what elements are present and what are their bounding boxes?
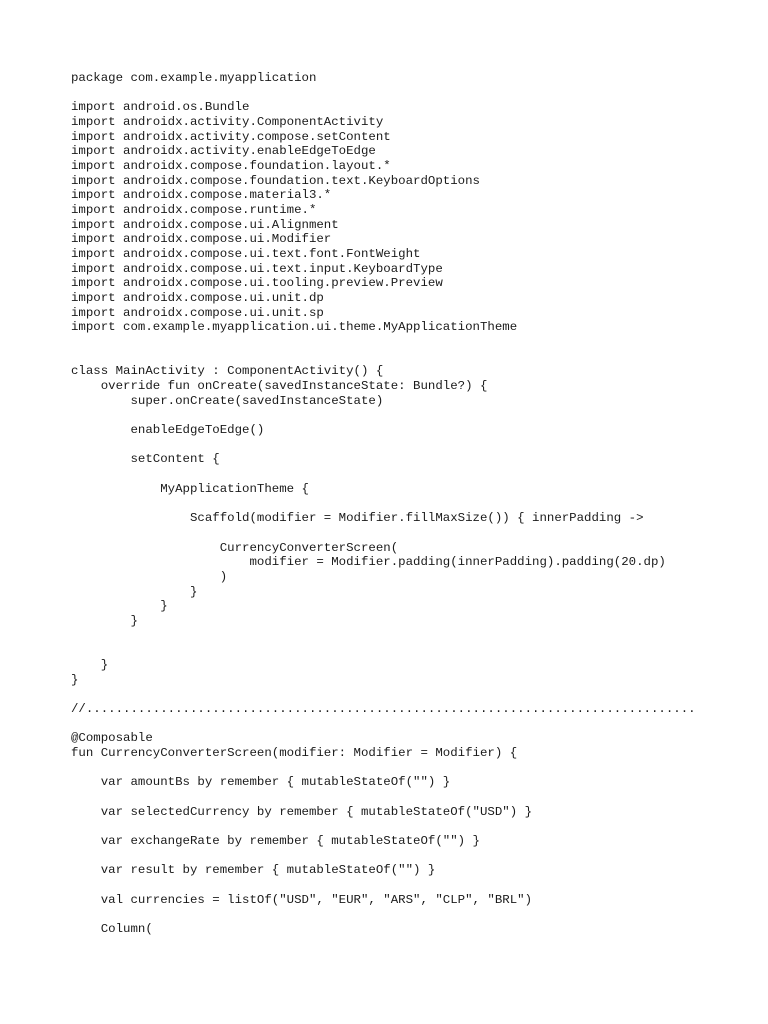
code-line: import androidx.compose.ui.Alignment — [71, 217, 339, 232]
code-line: Column( — [71, 921, 153, 936]
blank-code-line — [71, 790, 751, 805]
code-line: package com.example.myapplication — [71, 71, 317, 85]
code-line: ) — [71, 569, 228, 584]
blank-code-line — [71, 717, 751, 732]
code-line: import androidx.compose.runtime.* — [71, 203, 317, 218]
blank-code-line — [71, 526, 751, 541]
code-line: } — [71, 584, 198, 599]
code-line: var result by remember { mutableStateOf("") } — [71, 863, 436, 878]
code-line: import androidx.compose.material3.* — [71, 188, 332, 203]
code-line: import androidx.compose.ui.text.font.FontWeight — [71, 247, 421, 262]
code-line: super.onCreate(savedInstanceState) — [71, 393, 384, 408]
blank-code-line — [71, 86, 751, 101]
blank-code-line — [71, 761, 751, 776]
blank-code-line — [71, 643, 751, 658]
blank-code-line — [71, 408, 751, 423]
code-line: MyApplicationTheme { — [71, 481, 309, 496]
code-line: import androidx.activity.compose.setContent — [71, 129, 391, 144]
code-line: enableEdgeToEdge() — [71, 423, 265, 438]
code-line: } — [71, 672, 79, 687]
blank-code-line — [71, 687, 751, 702]
code-line: import androidx.activity.enableEdgeToEdge — [71, 144, 376, 159]
code-line: Scaffold(modifier = Modifier.fillMaxSize()) { innerPadding -> — [71, 511, 644, 526]
code-line: import androidx.compose.ui.Modifier — [71, 232, 332, 247]
blank-code-line — [71, 629, 751, 644]
code-line: import androidx.compose.ui.unit.sp — [71, 305, 324, 320]
blank-code-line — [71, 350, 751, 365]
blank-code-line — [71, 467, 751, 482]
code-line: CurrencyConverterScreen( — [71, 540, 399, 555]
blank-code-line — [71, 907, 751, 922]
code-line: import androidx.compose.foundation.layout.* — [71, 159, 391, 174]
code-line: var exchangeRate by remember { mutableStateOf("") } — [71, 833, 480, 848]
code-line: import androidx.compose.ui.tooling.preview.Preview — [71, 276, 443, 291]
code-line: setContent { — [71, 452, 220, 467]
code-line: } — [71, 613, 138, 628]
code-line: import androidx.compose.ui.unit.dp — [71, 291, 324, 306]
code-line: class MainActivity : ComponentActivity() { — [71, 364, 384, 379]
code-line: import androidx.compose.ui.text.input.KeyboardType — [71, 261, 443, 276]
code-line: var selectedCurrency by remember { mutableStateOf("USD") } — [71, 804, 533, 819]
code-line: modifier = Modifier.padding(innerPadding).padding(20.dp) — [71, 555, 666, 570]
code-line: val currencies = listOf("USD", "EUR", "ARS", "CLP", "BRL") — [71, 892, 533, 907]
blank-code-line — [71, 335, 751, 350]
blank-code-line — [71, 819, 751, 834]
code-line: override fun onCreate(savedInstanceState: Bundle?) { — [71, 379, 488, 394]
code-line: var amountBs by remember { mutableStateOf("") } — [71, 775, 451, 790]
blank-code-line — [71, 438, 751, 453]
blank-code-line — [71, 849, 751, 864]
code-line: } — [71, 599, 168, 614]
code-line: //.................................................................................. — [71, 701, 696, 716]
blank-code-line — [71, 496, 751, 511]
code-line: import androidx.activity.ComponentActivity — [71, 115, 384, 130]
code-line: import android.os.Bundle — [71, 100, 250, 115]
code-line: fun CurrencyConverterScreen(modifier: Modifier = Modifier) { — [71, 745, 518, 760]
code-line: import androidx.compose.foundation.text.KeyboardOptions — [71, 173, 480, 188]
code-document — [71, 71, 751, 937]
code-line: import com.example.myapplication.ui.theme.MyApplicationTheme — [71, 320, 518, 335]
blank-code-line — [71, 878, 751, 893]
code-line: } — [71, 657, 109, 672]
code-line: @Composable — [71, 731, 153, 746]
